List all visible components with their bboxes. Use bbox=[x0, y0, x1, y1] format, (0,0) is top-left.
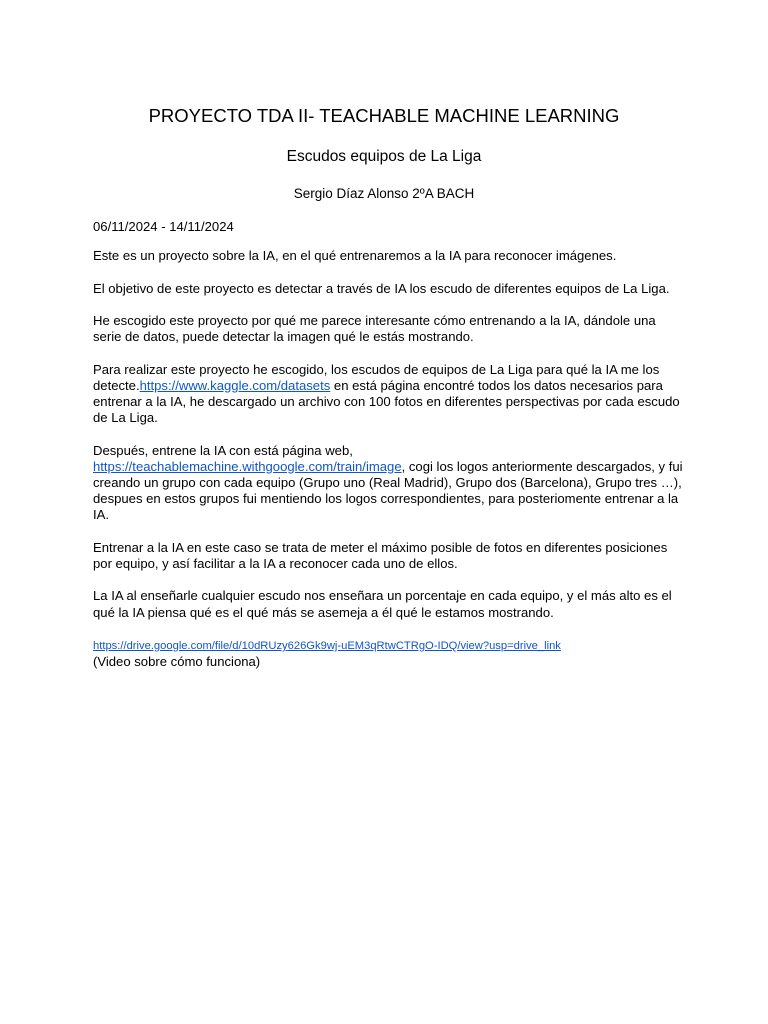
document-title: PROYECTO TDA II- TEACHABLE MACHINE LEARNING bbox=[148, 105, 620, 126]
kaggle-link[interactable]: https://www.kaggle.com/datasets bbox=[139, 377, 331, 393]
paragraph-results: La IA al enseñarle cualquier escudo nos enseñara un porcentaje en cada equipo, y el más alto es el qué la IA piensa qué es el qué más se asemeja a él qué le estamos mostrando. bbox=[93, 588, 672, 620]
paragraph-dataset bbox=[93, 362, 683, 427]
document-subtitle: Escudos equipos de La Liga bbox=[286, 148, 482, 165]
video-link-line bbox=[93, 637, 683, 654]
training-text-before: Después, entrene la IA con está página web, bbox=[93, 442, 353, 458]
document-body bbox=[93, 219, 683, 670]
training-text-after: , cogi los logos anteriormente descargados, y fui creando un grupo con cada equipo (Grupo uno (Real Madrid), Grupo dos (Barcelona), Grupo tres …), despues en estos grupos fui mentiendo los logos correspondientes, para posteriomente entrenar a la IA. bbox=[93, 458, 683, 523]
teachable-machine-link[interactable]: https://teachablemachine.withgoogle.com/train/image bbox=[93, 458, 402, 474]
paragraph-training bbox=[93, 443, 683, 524]
paragraph-training-details: Entrenar a la IA en este caso se trata de meter el máximo posible de fotos en diferentes posiciones por equipo, y así facilitar a la IA a reconocer cada uno de ellos. bbox=[93, 539, 668, 571]
paragraph-objective: El objetivo de este proyecto es detectar a través de IA los escudo de diferentes equipos de La Liga. bbox=[93, 280, 670, 296]
date-range: 06/11/2024 - 14/11/2024 bbox=[93, 219, 234, 234]
video-caption: (Video sobre cómo funciona) bbox=[93, 654, 261, 670]
video-link[interactable]: https://drive.google.com/file/d/10dRUzy626Gk9wj-uEM3qRtwCTRgO-IDQ/view?usp=drive_link bbox=[93, 639, 561, 652]
paragraph-motivation: He escogido este proyecto por qué me parece interesante cómo entrenando a la IA, dándole una serie de datos, puede detectar la imagen qué le estás mostrando. bbox=[93, 312, 656, 345]
dataset-text-after: en está página encontré todos los datos necesarios para entrenar a la IA, he descargado un archivo con 100 fotos en diferentes perspectivas por cada escudo de La Liga. bbox=[93, 377, 680, 426]
dataset-text-before: Para realizar este proyecto he escogido, los escudos de equipos de La Liga para qué la IA me los detecte. bbox=[93, 361, 660, 393]
paragraph-intro: Este es un proyecto sobre la IA, en el qué entrenaremos a la IA para reconocer imágenes. bbox=[93, 248, 617, 264]
document-author: Sergio Díaz Alonso 2ºA BACH bbox=[293, 186, 475, 201]
